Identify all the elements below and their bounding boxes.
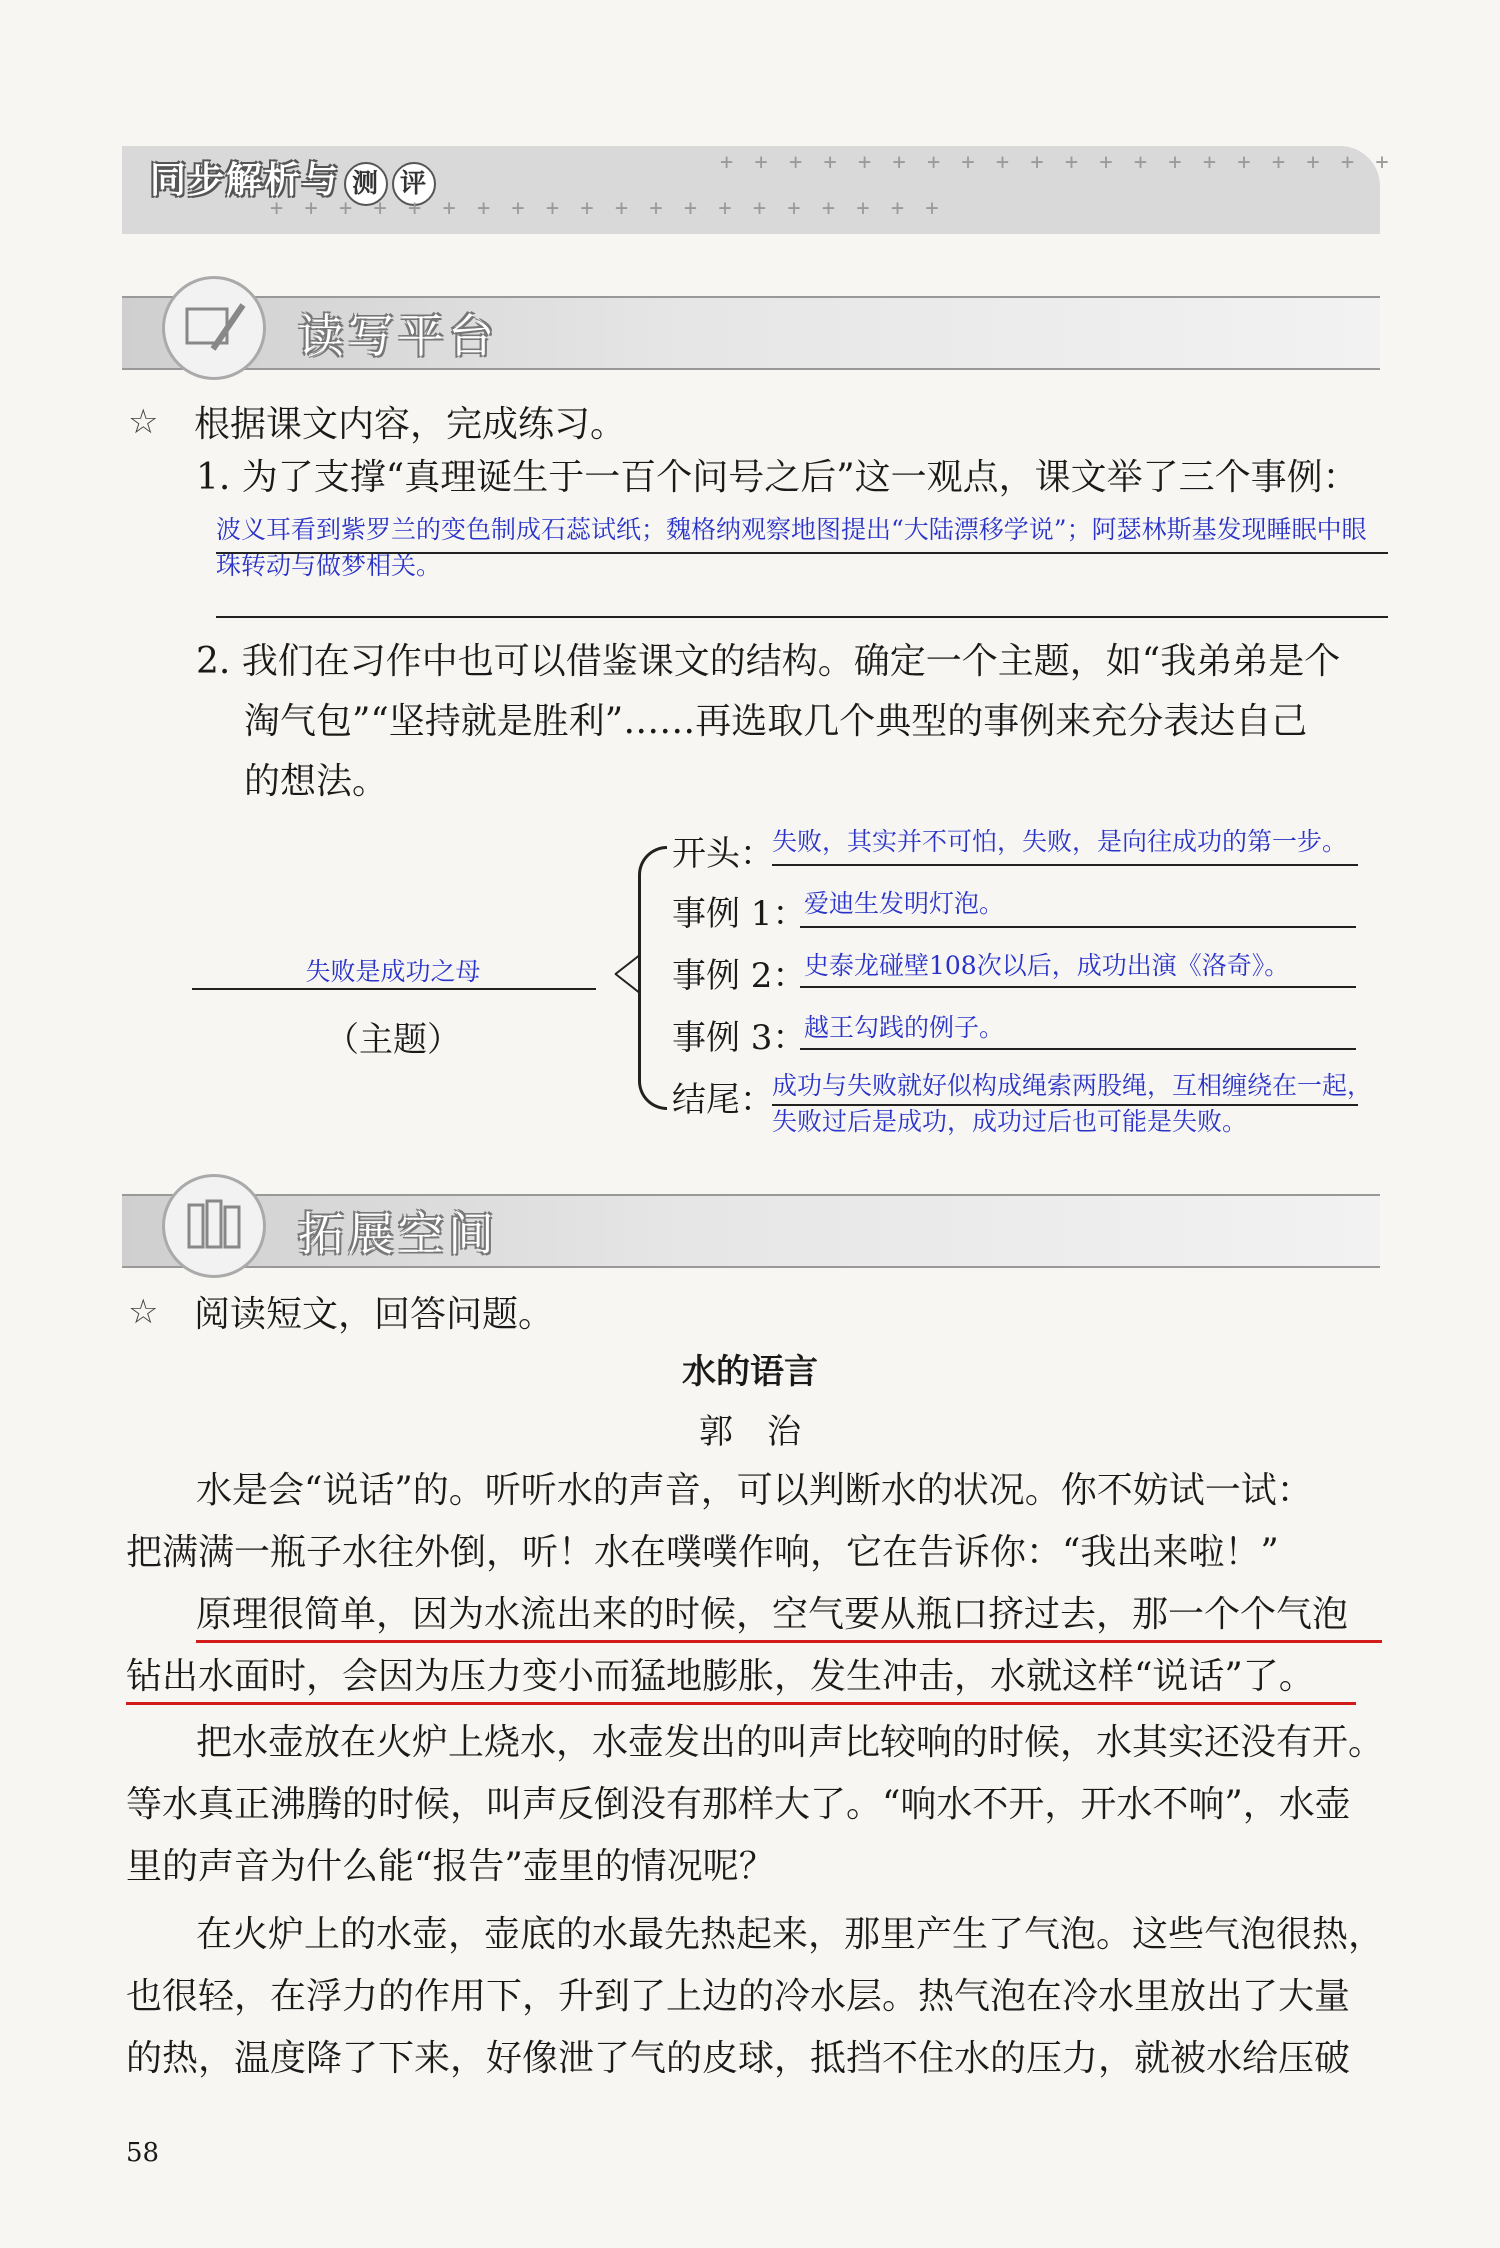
answer-line (772, 864, 1358, 866)
q1-answer: 波义耳看到紫罗兰的变色制成石蕊试纸；魏格纳观察地图提出“大陆漂移学说”；阿瑟林斯基发现睡眠中眼珠转动与做梦相关。 (216, 515, 1367, 580)
row-example2-label: 事例 2： (672, 956, 807, 996)
para4-line1: 在火炉上的水壶，壶底的水最先热起来，那里产生了气泡。这些气泡很热， (196, 1914, 1385, 1955)
task1-instruction: 根据课文内容，完成练习。 (194, 404, 627, 445)
red-underline (196, 1640, 1382, 1643)
answer-line (800, 1048, 1356, 1050)
theme-answer: 失败是成功之母 (305, 957, 481, 986)
row-ending-answer-line1: 成功与失败就好似构成绳索两股绳，互相缠绕在一起， (772, 1071, 1373, 1100)
para1-line1: 水是会“说话”的。听听水的声音，可以判断水的状况。你不妨试一试： (196, 1470, 1313, 1511)
star-icon: ☆ (128, 1292, 159, 1332)
row-example3-label: 事例 3： (672, 1018, 807, 1058)
para3-line3: 里的声音为什么能“报告”壶里的情况呢？ (126, 1846, 775, 1887)
header-title-text: 同步解析与 (150, 160, 341, 201)
question-2-line2: 淘气包”“坚持就是胜利”……再选取几个典型的事例来充分表达自己 (244, 701, 1308, 742)
article-author: 郭 治 (699, 1412, 801, 1452)
section-title-reading-writing: 读写平台 (298, 309, 498, 363)
para2-line1: 原理很简单，因为水流出来的时候，空气要从瓶口挤过去，那一个个气泡 (196, 1594, 1349, 1635)
para3-line2: 等水真正沸腾的时候，叫声反倒没有那样大了。“响水不开，开水不响”，水壶 (126, 1784, 1351, 1825)
row-example3-answer: 越王勾践的例子。 (804, 1013, 1005, 1042)
row-ending-answer-line2: 失败过后是成功，成功过后也可能是失败。 (772, 1107, 1248, 1136)
row-example1-label: 事例 1： (672, 894, 807, 934)
books-icon (162, 1174, 266, 1278)
para3-line1: 把水壶放在火炉上烧水，水壶发出的叫声比较响的时候，水其实还没有开。 (196, 1722, 1385, 1763)
brace (638, 846, 667, 1110)
answer-line (800, 986, 1356, 988)
question-2-line1: 2. 我们在习作中也可以借鉴课文的结构。确定一个主题，如“我弟弟是个 (196, 641, 1341, 682)
row-opening-answer: 失败，其实并不可怕，失败，是向往成功的第一步。 (772, 827, 1348, 856)
brace-tip-upper (615, 955, 640, 975)
article-title: 水的语言 (682, 1352, 818, 1392)
answer-line (216, 552, 1388, 554)
header-badge-ce: 测 (344, 162, 388, 206)
red-underline (126, 1702, 1356, 1705)
row-opening-label: 开头： (672, 834, 774, 874)
question-1: 1. 为了支撑“真理诞生于一百个问号之后”这一观点，课文举了三个事例： (196, 457, 1359, 498)
question-2-line3: 的想法。 (244, 761, 389, 802)
header-decor-top: + + + + + + + + + + + + + + + + + + + + (720, 150, 1393, 175)
task2-instruction: 阅读短文，回答问题。 (194, 1294, 555, 1335)
header-decor-bottom: + + + + + + + + + + + + + + + + + + + + (270, 196, 943, 221)
section-title-extension: 拓展空间 (298, 1207, 498, 1261)
answer-line (216, 616, 1388, 618)
row-ending-label: 结尾： (672, 1080, 774, 1120)
para4-line3: 的热，温度降了下来，好像泄了气的皮球，抵挡不住水的压力，就被水给压破 (126, 2038, 1351, 2079)
brace-tip-lower (615, 973, 640, 993)
para4-line2: 也很轻，在浮力的作用下，升到了上边的冷水层。热气泡在冷水里放出了大量 (126, 1976, 1351, 2017)
row-example2-answer: 史泰龙碰壁108次以后，成功出演《洛奇》。 (804, 951, 1290, 980)
para1-line2: 把满满一瓶子水往外倒，听！水在噗噗作响，它在告诉你：“我出来啦！” (126, 1532, 1279, 1573)
para2-line2: 钻出水面时，会因为压力变小而猛地膨胀，发生冲击，水就这样“说话”了。 (126, 1656, 1315, 1697)
page-number: 58 (126, 2138, 160, 2168)
header-badge-ping: 评 (392, 162, 436, 206)
answer-line (800, 926, 1356, 928)
pencil-book-icon (162, 276, 266, 380)
star-icon: ☆ (128, 402, 159, 442)
theme-line (192, 988, 596, 990)
theme-label: （主题） (325, 1020, 461, 1060)
row-example1-answer: 爱迪生发明灯泡。 (804, 889, 1005, 918)
